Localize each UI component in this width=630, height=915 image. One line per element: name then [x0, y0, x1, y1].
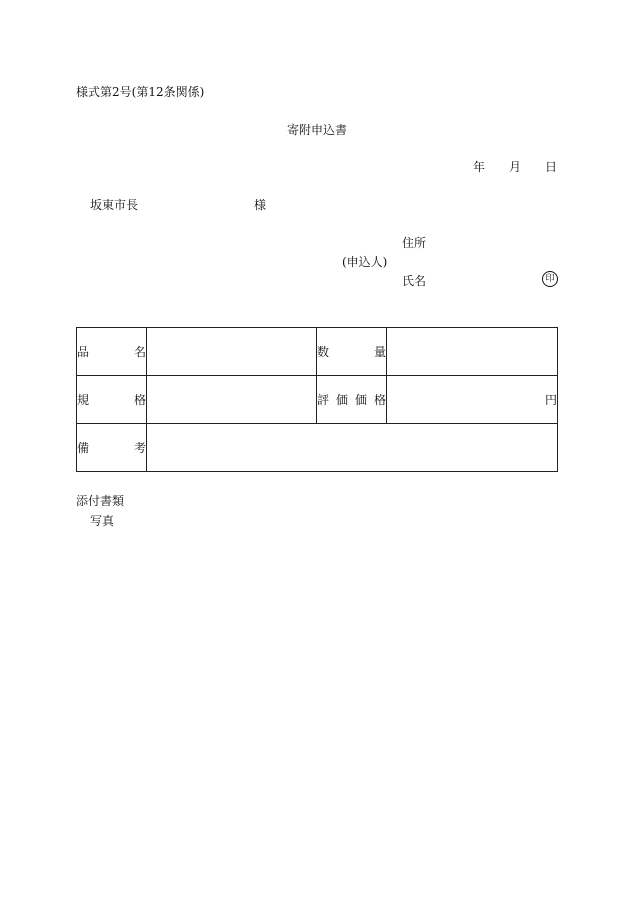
item-name-char: 品: [77, 345, 90, 359]
quantity-char: 量: [373, 345, 386, 359]
item-name-char: 名: [133, 345, 146, 359]
valuation-char: 格: [373, 393, 386, 407]
table-row: [77, 424, 558, 472]
attachments-label: 添付書類: [76, 494, 125, 508]
item-name-label: [77, 328, 147, 376]
date-year-label: 年: [473, 160, 486, 174]
form-title: 寄附申込書: [287, 123, 348, 137]
applicant-label: (申込人): [342, 255, 388, 269]
valuation-char: 価: [354, 393, 367, 407]
seal-mark: 印: [542, 271, 558, 287]
addressee-name: 坂東市長: [90, 198, 139, 212]
valuation-field[interactable]: [387, 376, 558, 424]
remarks-char: 備: [77, 441, 90, 455]
item-name-field[interactable]: [147, 328, 317, 376]
quantity-field[interactable]: [387, 328, 558, 376]
spec-char: 規: [77, 393, 90, 407]
valuation-char: 価: [335, 393, 348, 407]
yen-unit: 円: [544, 393, 557, 407]
date-day-label: 日: [545, 160, 558, 174]
remarks-char: 考: [133, 441, 146, 455]
name-label: 氏名: [402, 274, 427, 288]
date-month-label: 月: [509, 160, 522, 174]
valuation-char: 評: [317, 393, 330, 407]
quantity-label: [317, 328, 387, 376]
valuation-label: [317, 376, 387, 424]
donation-table: [76, 327, 558, 472]
quantity-char: 数: [317, 345, 330, 359]
attachment-item-photo: 写真: [90, 514, 115, 528]
remarks-field[interactable]: [147, 424, 558, 472]
table-row: [77, 328, 558, 376]
form-number: 様式第2号(第12条関係): [76, 85, 205, 99]
spec-field[interactable]: [147, 376, 317, 424]
remarks-label: [77, 424, 147, 472]
addressee-honorific: 様: [254, 198, 267, 212]
spec-char: 格: [133, 393, 146, 407]
table-row: [77, 376, 558, 424]
spec-label: [77, 376, 147, 424]
address-label: 住所: [402, 236, 427, 250]
